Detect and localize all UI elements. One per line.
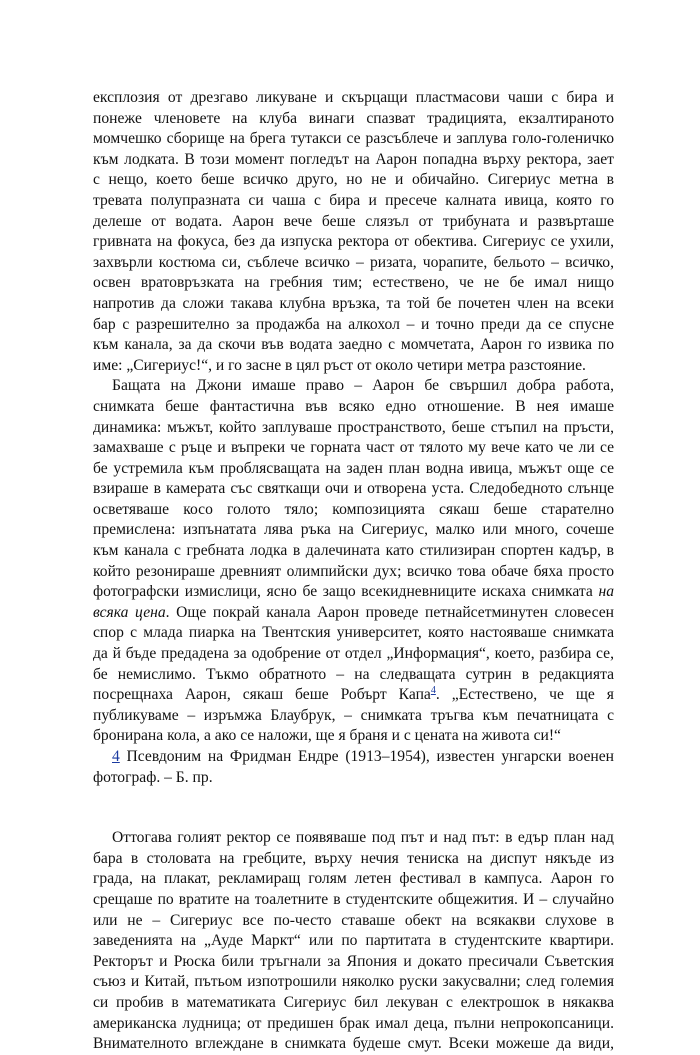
text-line: име: „Сигериус!“, и го засне в цял ръст от около четири метра разстояние.: [93, 356, 586, 374]
text-line: напротив да сложи такава клубна връзка, та той бе почетен член на всеки: [93, 294, 614, 312]
footnote-reference-link[interactable]: 4: [430, 685, 436, 697]
text-line: града, на плакат, рекламиращ голям летен фестивал в кампуса. Аарон го: [93, 870, 614, 888]
footnote-number-link[interactable]: 4: [112, 748, 120, 765]
text-line: момчешко сборище на брега тутакси се разсъблече и заплува голо-голеничко: [93, 130, 614, 148]
text-line: спор с млада пиарка на Твентския университет, която настояваше снимката: [93, 624, 614, 642]
text-line: заведенията на „Ауде Маркт“ или по партитата в студентските квартири.: [93, 932, 614, 950]
italic-text: всяка цена: [93, 603, 166, 621]
paragraph-3: [93, 828, 614, 1055]
section-gap: [93, 788, 614, 828]
text-run: фотографски измислици, ясно бе защо всекидневниците искаха снимката: [93, 583, 593, 601]
text-line: бе устремила към проблясващата на заден план водна ивица, мъжът още се: [93, 459, 614, 477]
text-line: който резонираше древният олимпийски дух; всичко това обаче бяха просто: [93, 562, 614, 580]
document-page: [93, 88, 614, 1055]
text-line: Бащата на Джони имаше право – Аарон бе свършил добра работа,: [112, 377, 614, 395]
text-line: си пробив в математиката Сигериус бил лекуван с електрошок в някаква: [93, 993, 614, 1011]
text-line: бара в столовата на гребците, върху нечия тениска на диспут някъде из: [93, 849, 614, 867]
text-line: Ректорът и Рюска били тръгнали за Япония и докато пресичали Съветския: [93, 952, 614, 970]
text-line: бронирана кола, а ако се наложи, ще я браня и с цената на живота си!“: [93, 727, 561, 745]
footnote: [93, 747, 614, 788]
text-line: [93, 582, 614, 603]
text-line: премислена: изпънатата лява ръка на Сигериус, малко или много, сочеше: [93, 521, 614, 539]
text-line: тревата полупразната си чаша с бира и пресече калната ивица, която го: [93, 191, 614, 209]
text-line: съюз и Китай, пътьом изпотрошили няколко руски закусвални; след големия: [93, 973, 614, 991]
text-line: понеже членовете на клуба винаги спазват традицията, екзалтираното: [93, 109, 614, 127]
paragraph-2: [93, 376, 614, 747]
text-line: с нещо, което беше всичко друго, но не и обичайно. Сигериус метна в: [93, 171, 614, 189]
text-line: динамика: мъжът, който заплуваше пространството, беше стъпил на пръсти,: [93, 418, 614, 436]
text-line: експлозия от дрезгаво ликуване и скърцащи пластмасови чаши с бира и: [93, 89, 614, 106]
text-line: [93, 603, 614, 624]
text-line: освен вратовръзката на гребния тим; естествено, че не бе имал нищо: [93, 274, 614, 292]
footnote-line: фотограф. – Б. пр.: [93, 768, 213, 786]
text-line: към лодката. В този момент погледът на Аарон попадна върху ректора, зает: [93, 150, 614, 168]
text-line: осветяваше косо голото тяло; композицията сякаш беше старателно: [93, 500, 614, 518]
text-line: замахваше с ръце и въпреки че горната част от тялото му вече като че ли се: [93, 439, 614, 457]
text-line: срещаше по вратите на тоалетните в студентските общежития. И – случайно: [93, 890, 614, 908]
text-line: към канала, за да скочи във водата заедно с момчетата, Аарон го извика по: [93, 336, 614, 354]
text-line: делеше от водата. Аарон вече беше слязъл от трибуната и развърташе: [93, 212, 614, 230]
text-line: към канала с гребната лодка в далечината като стилизиран спортен кадър, в: [93, 542, 614, 560]
text-line: или не – Сигериус все по-често ставаше обект на всякакви слухове в: [93, 911, 614, 929]
text-line: бар с разрешително за продажба на алкохол – и точно преди да се спусне: [93, 315, 614, 333]
text-line: [93, 685, 614, 706]
text-line: захвърли костюма си, съблече всичко – ризата, чорапите, бельото – всичко,: [93, 253, 614, 271]
text-line: взираше в камерата със святкащи очи и отворена уста. Следобедното слънце: [93, 480, 614, 498]
text-line: американска лудница; от предишен брак имал деца, пълни непрокопсаници.: [93, 1014, 614, 1032]
text-run: . „Естествено, че ще я: [435, 686, 614, 704]
text-line: гривната на фокуса, без да изпуска ректора от обектива. Сигериус се ухили,: [93, 233, 614, 251]
text-run: посрещнаха Аарон, сякаш беше Робърт Капа: [93, 686, 431, 704]
text-run: . Още покрай канала Аарон проведе петнайсетминутен словесен: [165, 603, 614, 621]
footnote-text: Псевдоним на Фридман Ендре (1913–1954), известен унгарски военен: [119, 748, 614, 765]
text-line: Оттогава голият ректор се появяваше под път и над път: в едър план над: [112, 829, 614, 847]
text-line: да й бъде предадена за одобрение от отдел „Информация“, което, разбира се,: [93, 645, 614, 663]
text-line: снимката беше фантастична във всяко едно отношение. В нея имаше: [93, 397, 614, 415]
text-line: публикуваме – изръмжа Блаубрук, – снимката тръгва към печатницата с: [93, 706, 614, 724]
footnote-line: [93, 747, 614, 768]
paragraph-1: [93, 88, 614, 376]
text-line: Внимателното вглеждане в снимката будеше смут. Всеки можеше да види,: [93, 1035, 614, 1053]
text-line: бе немислимо. Тъкмо обратното – на следващата сутрин в редакцията: [93, 665, 614, 683]
italic-text: на: [598, 583, 614, 601]
